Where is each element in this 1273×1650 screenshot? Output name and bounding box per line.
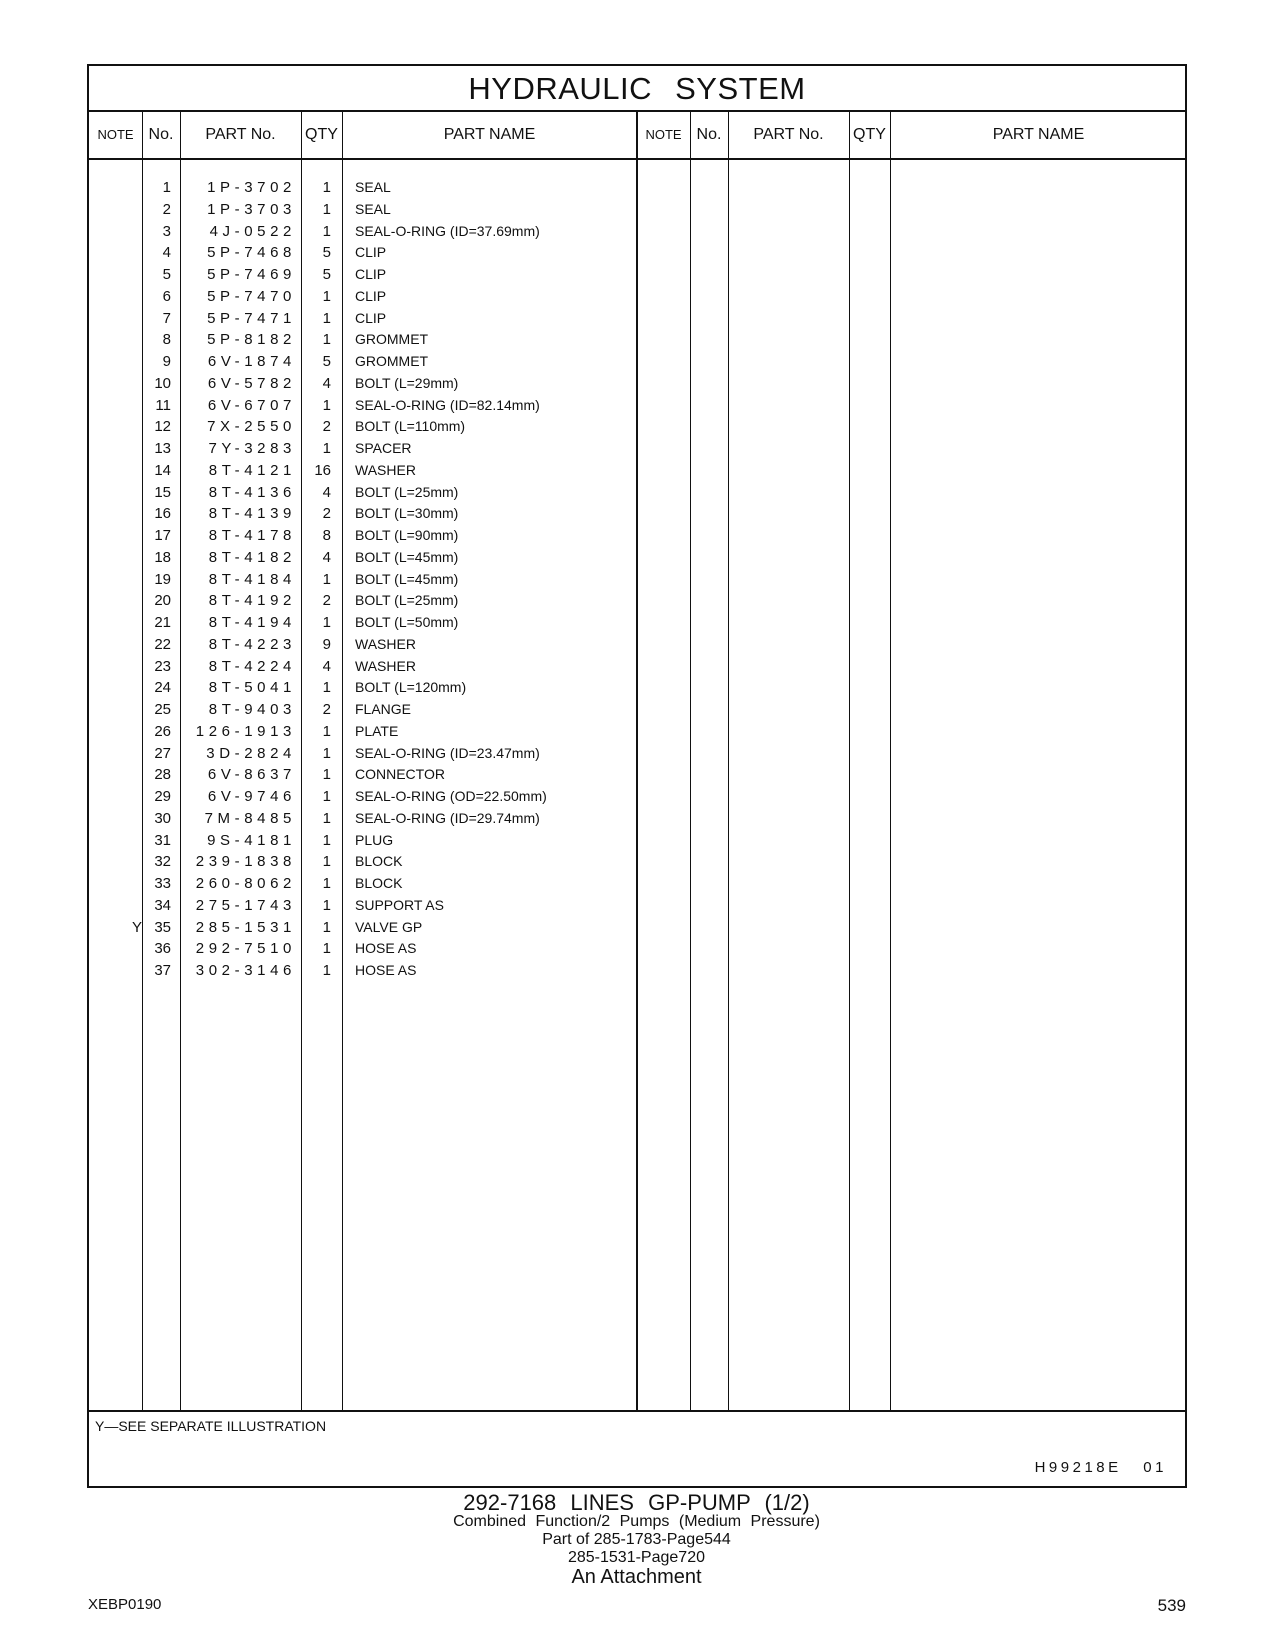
table-row: [89, 785, 1185, 808]
row-part-number: 5P-7469: [207, 266, 296, 283]
row-part-number: 7Y-3283: [208, 440, 296, 457]
row-quantity: 1: [322, 440, 331, 457]
row-part-number: 8T-4192: [208, 592, 296, 610]
row-part-name: BOLT (L=45mm): [355, 548, 459, 565]
row-part-number: 5P-8182: [207, 331, 296, 349]
row-part-number: 8T-4184: [208, 570, 296, 588]
header-part-no: PART No.: [205, 126, 276, 143]
caption-attachment: An Attachment: [571, 1566, 702, 1588]
row-quantity: 1: [322, 200, 331, 218]
table-row: [89, 350, 1185, 373]
row-item-number: 20: [154, 592, 171, 610]
row-item-number: 37: [154, 962, 171, 979]
row-quantity: 5: [322, 266, 331, 283]
row-quantity: 2: [322, 418, 331, 436]
row-item-number: 6: [162, 287, 171, 305]
header-no: No.: [148, 126, 174, 143]
row-part-number: 5P-7470: [207, 287, 296, 305]
table-row: [89, 372, 1185, 395]
caption-subtitle: Combined Function/2 Pumps (Medium Pressure): [453, 1513, 820, 1530]
row-part-number: 8T-4223: [208, 635, 296, 653]
row-item-number: 10: [154, 374, 171, 392]
row-part-name: BOLT (L=25mm): [355, 483, 459, 500]
row-part-name: HOSE AS: [355, 940, 417, 957]
row-quantity: 1: [322, 831, 331, 849]
row-part-name: BLOCK: [355, 875, 403, 891]
row-item-number: 12: [154, 418, 171, 436]
row-part-name: SEAL-O-RING (OD=22.50mm): [355, 788, 547, 804]
table-row: [89, 198, 1185, 221]
row-item-number: 35: [154, 918, 171, 936]
table-row: [89, 328, 1185, 351]
row-part-number: 3D-2824: [206, 744, 296, 762]
row-part-number: 285-1531: [195, 918, 296, 936]
row-quantity: 5: [322, 244, 331, 262]
row-part-number: 6V-5782: [207, 374, 296, 392]
header-note: NOTE: [97, 127, 134, 142]
row-quantity: 1: [322, 287, 331, 305]
row-quantity: 1: [322, 940, 331, 958]
row-part-name: CLIP: [355, 244, 387, 261]
table-row: [89, 459, 1185, 482]
row-quantity: 1: [322, 722, 331, 740]
table-row: [89, 829, 1185, 852]
row-part-name: GROMMET: [355, 353, 429, 369]
row-part-name: CLIP: [355, 309, 387, 326]
table-row: [89, 502, 1185, 525]
table-row: [89, 415, 1185, 438]
row-part-number: 239-1838: [195, 853, 296, 871]
table-row: [89, 568, 1185, 591]
table-row: [89, 872, 1185, 895]
row-part-name: SEAL-O-RING (ID=29.74mm): [355, 809, 540, 826]
table-row: [89, 546, 1185, 569]
row-part-number: 6V-6707: [207, 396, 296, 414]
table-row: [89, 850, 1185, 873]
row-item-number: 1: [162, 179, 171, 196]
table-row: [89, 763, 1185, 786]
row-part-name: BOLT (L=50mm): [355, 614, 459, 630]
row-part-number: 1P-3703: [207, 200, 296, 218]
header-qty-right: QTY: [853, 126, 886, 143]
table-row: [89, 176, 1185, 199]
row-part-name: WASHER: [355, 461, 416, 478]
row-item-number: 27: [154, 744, 171, 762]
row-item-number: 11: [155, 396, 171, 414]
page-number: 539: [1157, 1596, 1186, 1615]
row-item-number: 33: [154, 875, 171, 892]
header-part-no-right: PART No.: [753, 126, 824, 143]
row-quantity: 1: [322, 962, 331, 979]
table-row: [89, 263, 1185, 286]
row-quantity: 1: [322, 679, 331, 697]
row-part-number: 275-1743: [195, 896, 296, 914]
row-part-number: 302-3146: [195, 962, 296, 979]
row-item-number: 2: [162, 200, 171, 218]
row-note: Y: [131, 918, 142, 936]
row-part-name: BOLT (L=45mm): [355, 570, 459, 587]
row-quantity: 4: [322, 548, 331, 566]
table-row: [89, 307, 1185, 330]
row-quantity: 8: [322, 527, 331, 544]
caption-reference-2: 285-1531-Page720: [567, 1549, 705, 1566]
caption-title: 292-7168 LINES GP-PUMP (1/2): [463, 1490, 810, 1515]
row-part-name: SUPPORT AS: [355, 896, 444, 913]
row-part-number: 8T-4121: [208, 461, 296, 479]
row-item-number: 9: [162, 353, 171, 370]
row-part-number: 9S-4181: [207, 831, 296, 849]
table-bottom-rule: [89, 1410, 1185, 1412]
row-part-name: BLOCK: [355, 853, 403, 870]
row-quantity: 1: [322, 918, 331, 936]
row-item-number: 36: [154, 940, 171, 958]
row-quantity: 2: [322, 701, 331, 718]
row-part-number: 8T-4194: [208, 614, 296, 631]
table-row: [89, 676, 1185, 699]
table-row: [89, 437, 1185, 460]
row-part-name: VALVE GP: [355, 918, 423, 935]
table-row: [89, 611, 1185, 634]
row-part-name: SEAL-O-RING (ID=37.69mm): [355, 222, 540, 239]
table-row: [89, 937, 1185, 960]
header-note-right: NOTE: [645, 127, 682, 142]
row-quantity: 1: [322, 788, 331, 805]
row-item-number: 7: [162, 309, 171, 327]
row-item-number: 31: [154, 831, 171, 849]
row-part-number: 126-1913: [195, 722, 296, 740]
row-part-name: SEAL-O-RING (ID=23.47mm): [355, 744, 540, 761]
table-row: [89, 655, 1185, 678]
header-qty: QTY: [305, 126, 338, 143]
row-quantity: 9: [322, 635, 331, 653]
row-item-number: 34: [154, 896, 171, 914]
row-item-number: 18: [154, 548, 171, 566]
row-part-name: HOSE AS: [355, 962, 417, 978]
table-row: [89, 220, 1185, 243]
table-row: [89, 481, 1185, 504]
table-row: [89, 285, 1185, 308]
row-part-name: WASHER: [355, 657, 416, 674]
row-part-number: 7M-8485: [204, 809, 296, 827]
row-quantity: 2: [322, 505, 331, 523]
row-part-number: 8T-4136: [208, 483, 296, 501]
table-row: [89, 633, 1185, 656]
row-quantity: 1: [322, 744, 331, 762]
row-item-number: 3: [162, 222, 171, 240]
row-item-number: 29: [154, 788, 171, 805]
row-part-name: GROMMET: [355, 331, 429, 348]
row-item-number: 4: [162, 244, 171, 262]
row-part-number: 8T-4139: [208, 505, 296, 523]
row-quantity: 1: [322, 809, 331, 827]
row-part-name: SEAL: [355, 179, 391, 195]
row-quantity: 1: [322, 766, 331, 784]
row-part-number: 260-8062: [195, 875, 296, 892]
row-quantity: 1: [322, 896, 331, 914]
row-item-number: 5: [162, 266, 171, 283]
table-row: [89, 742, 1185, 765]
row-part-name: CLIP: [355, 287, 387, 304]
row-quantity: 1: [322, 570, 331, 588]
row-item-number: 8: [162, 331, 171, 349]
row-part-name: BOLT (L=120mm): [355, 679, 467, 696]
table-row: [89, 241, 1185, 264]
row-quantity: 1: [322, 875, 331, 892]
table-row: [89, 959, 1185, 982]
row-part-number: 4J-0522: [209, 222, 296, 240]
row-part-number: 8T-4224: [208, 657, 296, 675]
header-part-name-right: PART NAME: [992, 126, 1085, 143]
row-part-name: WASHER: [355, 635, 416, 652]
row-part-number: 6V-8637: [207, 766, 296, 784]
row-item-number: 24: [154, 679, 171, 697]
row-quantity: 1: [322, 614, 331, 631]
row-item-number: 17: [154, 527, 171, 544]
table-row: [89, 524, 1185, 547]
row-quantity: 1: [322, 331, 331, 349]
table-row: [89, 720, 1185, 743]
row-quantity: 4: [322, 483, 331, 501]
row-part-name: PLUG: [355, 831, 394, 848]
row-part-name: BOLT (L=29mm): [355, 374, 459, 391]
row-quantity: 1: [322, 179, 331, 196]
row-quantity: 4: [322, 374, 331, 392]
table-title: HYDRAULIC SYSTEM: [89, 66, 1185, 112]
row-part-number: 8T-4178: [208, 527, 296, 544]
row-part-name: SEAL-O-RING (ID=82.14mm): [355, 396, 540, 413]
table-row: [89, 894, 1185, 917]
row-item-number: 21: [154, 614, 171, 631]
row-item-number: 16: [154, 505, 171, 523]
row-part-number: 6V-9746: [207, 788, 296, 805]
row-item-number: 15: [154, 483, 171, 501]
table-row: [89, 807, 1185, 830]
row-part-name: BOLT (L=30mm): [355, 505, 459, 522]
row-quantity: 4: [322, 657, 331, 675]
drawing-code: H99218E 01: [1034, 1459, 1167, 1476]
row-part-name: BOLT (L=110mm): [355, 418, 466, 435]
row-item-number: 32: [154, 853, 171, 871]
row-item-number: 19: [154, 570, 171, 588]
row-quantity: 1: [322, 853, 331, 871]
row-part-name: PLATE: [355, 722, 399, 739]
row-part-number: 5P-7468: [207, 244, 296, 262]
row-part-number: 5P-7471: [207, 309, 296, 327]
row-part-number: 7X-2550: [207, 418, 296, 436]
table-row: [89, 916, 1185, 939]
row-part-name: SEAL: [355, 200, 391, 217]
row-item-number: 13: [154, 440, 171, 457]
row-part-name: CLIP: [355, 266, 387, 282]
row-part-number: 8T-4182: [208, 548, 296, 566]
row-part-name: SPACER: [355, 440, 412, 456]
row-part-name: BOLT (L=90mm): [355, 527, 459, 543]
table-row: [89, 589, 1185, 612]
row-quantity: 2: [322, 592, 331, 610]
row-quantity: 5: [322, 353, 331, 370]
row-item-number: 23: [154, 657, 171, 675]
row-part-number: 292-7510: [195, 940, 296, 958]
row-part-name: FLANGE: [355, 701, 412, 717]
row-item-number: 26: [154, 722, 171, 740]
row-item-number: 22: [154, 635, 171, 653]
header-no-right: No.: [696, 126, 722, 143]
row-item-number: 14: [154, 461, 171, 479]
caption-reference-1: Part of 285-1783-Page544: [542, 1531, 731, 1548]
row-quantity: 1: [322, 222, 331, 240]
document-id: XEBP0190: [88, 1596, 162, 1613]
table-row: [89, 698, 1185, 721]
row-item-number: 28: [154, 766, 171, 784]
parts-table: [87, 64, 1187, 1488]
row-part-number: 8T-5041: [208, 679, 296, 697]
row-item-number: 30: [154, 809, 171, 827]
row-part-number: 8T-9403: [208, 701, 296, 718]
row-quantity: 1: [322, 396, 331, 414]
row-quantity: 16: [314, 461, 331, 479]
row-part-number: 6V-1874: [207, 353, 296, 370]
header-part-name: PART NAME: [443, 126, 536, 143]
row-part-number: 1P-3702: [207, 179, 296, 196]
row-part-name: BOLT (L=25mm): [355, 592, 459, 609]
row-item-number: 25: [154, 701, 171, 718]
row-quantity: 1: [322, 309, 331, 327]
table-row: [89, 394, 1185, 417]
footnote: Y—SEE SEPARATE ILLUSTRATION: [95, 1418, 327, 1434]
row-part-name: CONNECTOR: [355, 766, 445, 783]
